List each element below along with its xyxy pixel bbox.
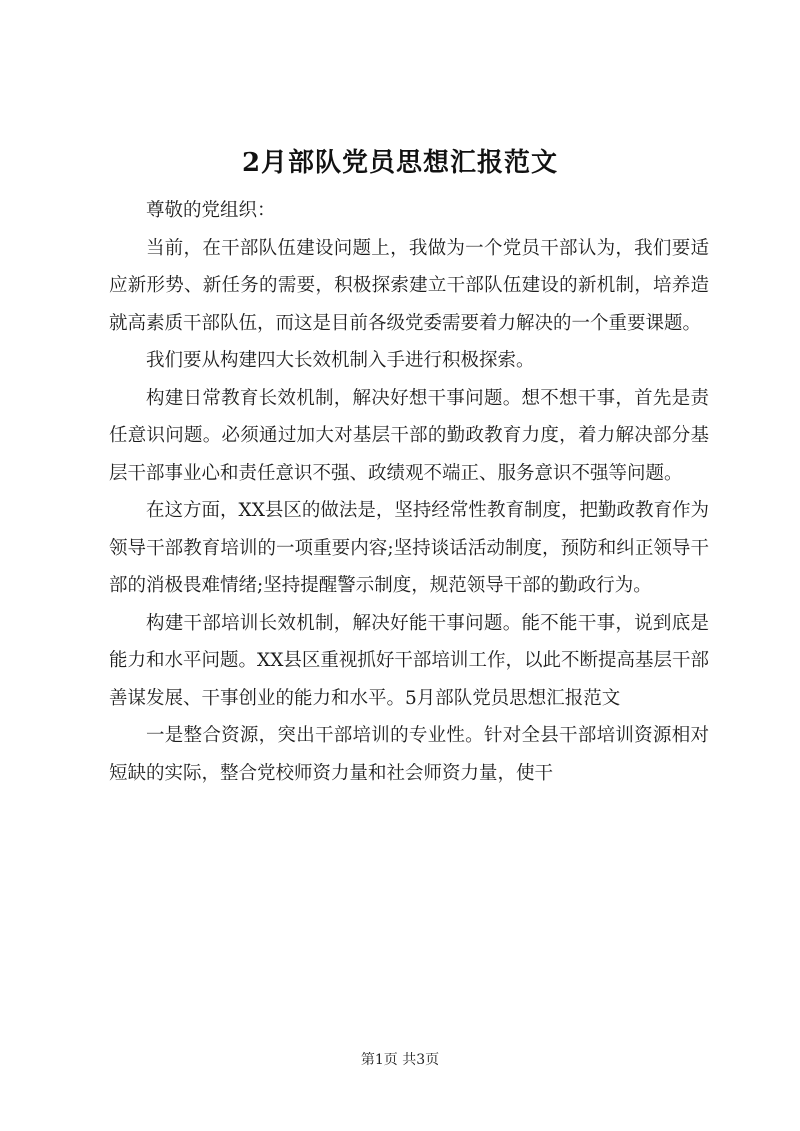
body-paragraph: 构建干部培训长效机制，解决好能干事问题。能不能干事，说到底是能力和水平问题。XX县区重视抓好干部培训工作，以此不断提高基层干部善谋发展、干事创业的能力和水平。5月部队党员思想汇报范文: [109, 612, 709, 709]
salutation-paragraph: 尊敬的党组织：: [146, 200, 276, 221]
body-paragraph: 当前，在干部队伍建设问题上，我做为一个党员干部认为，我们要适应新形势、新任务的需要，积极探索建立干部队伍建设的新机制，培养造就高素质干部队伍，而这是目前各级党委需要着力解决的一个重要课题。: [109, 237, 709, 334]
body-paragraph: 一是整合资源，突出干部培训的专业性。针对全县干部培训资源相对短缺的实际，整合党校师资力量和社会师资力量，使干: [109, 725, 709, 784]
page-number-footer: 第1页 共3页: [360, 1052, 440, 1068]
body-paragraph: 构建日常教育长效机制，解决好想干事问题。想不想干事，首先是责任意识问题。必须通过加大对基层干部的勤政教育力度，着力解决部分基层干部事业心和责任意识不强、政绩观不端正、服务意识不强等问题。: [109, 387, 709, 484]
body-paragraph: 我们要从构建四大长效机制入手进行积极探索。: [146, 350, 535, 371]
document-title: 2月部队党员思想汇报范文: [241, 148, 559, 178]
body-paragraph: 在这方面，XX县区的做法是，坚持经常性教育制度，把勤政教育作为领导干部教育培训的一项重要内容;坚持谈话活动制度，预防和纠正领导干部的消极畏难情绪;坚持提醒警示制度，规范领导干部的勤政行为。: [109, 500, 709, 596]
document-body: [109, 192, 709, 792]
